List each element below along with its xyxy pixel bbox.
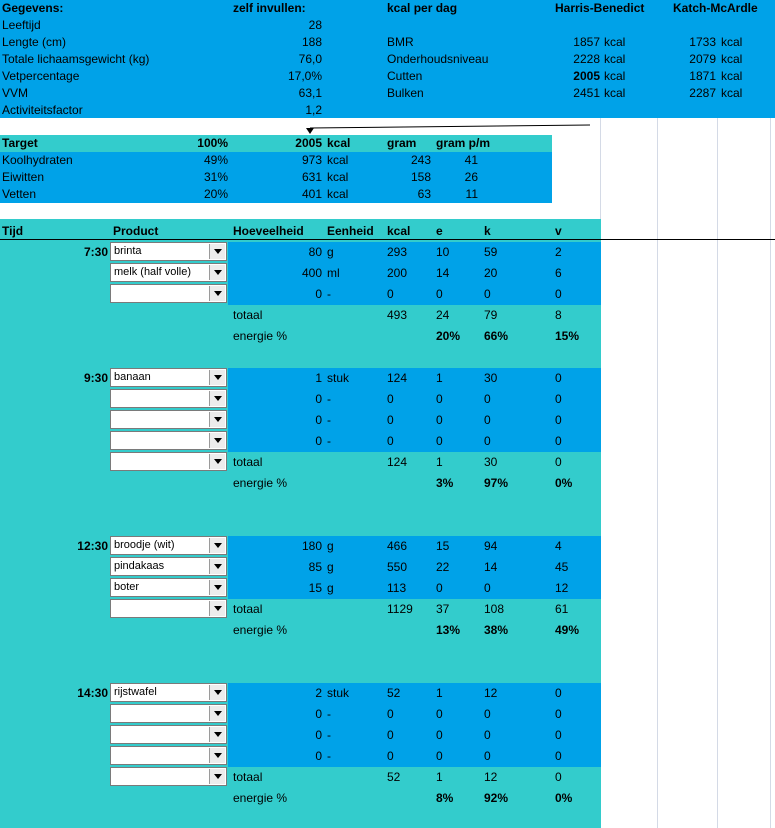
product-dropdown[interactable] <box>110 578 227 597</box>
gegevens-value: 63,1 <box>298 86 322 100</box>
item-v: 0 <box>555 413 562 427</box>
product-dropdown[interactable] <box>110 704 227 723</box>
item-qty: 0 <box>315 413 322 427</box>
target-marker-line <box>300 118 600 136</box>
product-dropdown[interactable] <box>110 767 227 786</box>
col-km-header: Katch-McArdle <box>673 1 758 15</box>
product-dropdown[interactable] <box>110 683 227 702</box>
totaal-v: 0 <box>555 770 562 784</box>
log-header-e: e <box>436 224 443 238</box>
target-row-label: Vetten <box>2 187 37 201</box>
item-e: 0 <box>436 392 443 406</box>
meal-time: 14:30 <box>77 686 108 700</box>
item-kcal: 0 <box>387 392 394 406</box>
target-gram-pm-header: gram p/m <box>436 136 491 150</box>
item-v: 0 <box>555 707 562 721</box>
hb-unit: kcal <box>604 35 626 49</box>
item-k: 14 <box>484 560 498 574</box>
product-dropdown-value: broodje (wit) <box>114 539 175 551</box>
target-row-kcal: 401 <box>301 187 322 201</box>
totaal-v: 0 <box>555 455 562 469</box>
item-kcal: 0 <box>387 287 394 301</box>
gegevens-value: 76,0 <box>298 52 322 66</box>
item-kcal: 466 <box>387 539 408 553</box>
item-v: 0 <box>555 287 562 301</box>
item-v: 0 <box>555 749 562 763</box>
item-e: 14 <box>436 266 450 280</box>
energie-v: 0% <box>555 476 573 490</box>
product-dropdown[interactable] <box>110 284 227 303</box>
chevron-down-icon[interactable] <box>209 433 225 448</box>
totaal-e: 37 <box>436 602 450 616</box>
log-header-k: k <box>484 224 491 238</box>
item-v: 45 <box>555 560 569 574</box>
item-qty: 0 <box>315 392 322 406</box>
item-unit: - <box>327 728 331 742</box>
log-header-tijd: Tijd <box>2 224 24 238</box>
target-gram-header: gram <box>387 136 417 150</box>
chevron-down-icon[interactable] <box>209 538 225 553</box>
item-k: 30 <box>484 371 498 385</box>
meal-time: 12:30 <box>77 539 108 553</box>
gegevens-title: Gegevens: <box>2 1 64 15</box>
product-dropdown[interactable] <box>110 263 227 282</box>
chevron-down-icon[interactable] <box>209 601 225 616</box>
product-dropdown[interactable] <box>110 431 227 450</box>
meal-time: 9:30 <box>83 371 108 385</box>
item-qty: 400 <box>301 266 322 280</box>
item-kcal: 0 <box>387 413 394 427</box>
product-dropdown[interactable] <box>110 452 227 471</box>
item-e: 0 <box>436 728 443 742</box>
km-value: 1733 <box>689 35 716 49</box>
item-kcal: 124 <box>387 371 408 385</box>
item-unit: g <box>327 539 334 553</box>
item-v: 0 <box>555 686 562 700</box>
item-unit: - <box>327 392 331 406</box>
product-dropdown-value: boter <box>114 581 140 593</box>
product-dropdown[interactable] <box>110 557 227 576</box>
gegevens-label: Activiteitsfactor <box>2 103 83 117</box>
chevron-down-icon[interactable] <box>209 727 225 742</box>
item-k: 0 <box>484 707 491 721</box>
target-row-gram: 243 <box>410 153 431 167</box>
chevron-down-icon[interactable] <box>209 412 225 427</box>
target-kcal: 2005 <box>295 136 322 150</box>
item-unit: - <box>327 707 331 721</box>
product-dropdown-value: brinta <box>114 245 142 257</box>
item-v: 12 <box>555 581 569 595</box>
product-dropdown[interactable] <box>110 746 227 765</box>
km-unit: kcal <box>721 35 743 49</box>
hb-value: 2005 <box>573 69 600 83</box>
item-kcal: 200 <box>387 266 408 280</box>
energie-e: 20% <box>436 329 461 343</box>
target-label: Target <box>2 136 38 150</box>
item-unit: - <box>327 287 331 301</box>
gegevens-value: 1,2 <box>305 103 322 117</box>
item-qty: 0 <box>315 707 322 721</box>
item-k: 0 <box>484 728 491 742</box>
item-k: 20 <box>484 266 498 280</box>
target-row-gpm: 41 <box>464 153 478 167</box>
col-invullen-header: zelf invullen: <box>233 1 306 15</box>
target-row-gram: 63 <box>417 187 431 201</box>
gegevens-calc-label: Cutten <box>387 69 423 83</box>
hb-value <box>560 102 600 119</box>
item-k: 94 <box>484 539 498 553</box>
gegevens-calc-label: Onderhoudsniveau <box>387 52 489 66</box>
km-unit: kcal <box>721 86 743 100</box>
col-kcal-header: kcal per dag <box>387 1 458 15</box>
item-qty: 2 <box>315 686 322 700</box>
item-k: 0 <box>484 434 491 448</box>
energie-k: 97% <box>484 476 509 490</box>
target-row-unit: kcal <box>327 187 349 201</box>
totaal-label: totaal <box>233 455 263 469</box>
energie-label: energie % <box>233 476 288 490</box>
chevron-down-icon[interactable] <box>209 286 225 301</box>
gegevens-value: 28 <box>308 18 322 32</box>
hb-value: 1857 <box>573 35 600 49</box>
item-e: 10 <box>436 245 450 259</box>
item-v: 0 <box>555 728 562 742</box>
item-unit: g <box>327 245 334 259</box>
item-k: 0 <box>484 749 491 763</box>
target-row-unit: kcal <box>327 170 349 184</box>
item-kcal: 0 <box>387 728 394 742</box>
gegevens-value: 188 <box>301 35 322 49</box>
gegevens-label: Leeftijd <box>2 18 41 32</box>
log-header-eenheid: Eenheid <box>327 224 374 238</box>
totaal-k: 12 <box>484 770 498 784</box>
chevron-down-icon[interactable] <box>209 559 225 574</box>
totaal-label: totaal <box>233 770 263 784</box>
target-row-label: Koolhydraten <box>2 153 73 167</box>
totaal-v: 8 <box>555 308 562 322</box>
item-e: 1 <box>436 371 443 385</box>
item-k: 0 <box>484 287 491 301</box>
gegevens-label: Vetpercentage <box>2 69 80 83</box>
item-e: 0 <box>436 287 443 301</box>
product-dropdown[interactable] <box>110 536 227 555</box>
item-kcal: 293 <box>387 245 408 259</box>
item-k: 12 <box>484 686 498 700</box>
km-value: 1871 <box>689 69 716 83</box>
gegevens-label: Totale lichaamsgewicht (kg) <box>2 52 150 66</box>
item-e: 0 <box>436 707 443 721</box>
item-v: 6 <box>555 266 562 280</box>
energie-e: 8% <box>436 791 454 805</box>
totaal-k: 108 <box>484 602 505 616</box>
item-unit: ml <box>327 266 340 280</box>
gegevens-calc-label: Bulken <box>387 86 424 100</box>
chevron-down-icon[interactable] <box>209 769 225 784</box>
item-k: 0 <box>484 392 491 406</box>
item-e: 0 <box>436 581 443 595</box>
energie-v: 0% <box>555 791 573 805</box>
item-qty: 0 <box>315 287 322 301</box>
energie-v: 15% <box>555 329 580 343</box>
item-k: 0 <box>484 413 491 427</box>
product-dropdown-value: rijstwafel <box>114 686 157 698</box>
chevron-down-icon[interactable] <box>209 454 225 469</box>
totaal-e: 1 <box>436 455 443 469</box>
item-unit: g <box>327 560 334 574</box>
energie-k: 66% <box>484 329 509 343</box>
energie-e: 3% <box>436 476 454 490</box>
item-kcal: 52 <box>387 686 401 700</box>
energie-label: energie % <box>233 329 288 343</box>
item-kcal: 550 <box>387 560 408 574</box>
product-dropdown[interactable] <box>110 410 227 429</box>
target-row-kcal: 631 <box>301 170 322 184</box>
totaal-e: 24 <box>436 308 450 322</box>
meal-time: 7:30 <box>83 245 108 259</box>
target-kcal-unit: kcal <box>327 136 351 150</box>
chevron-down-icon[interactable] <box>209 265 225 280</box>
item-unit: g <box>327 581 334 595</box>
product-dropdown-value: pindakaas <box>114 560 165 572</box>
target-row-pct: 49% <box>203 153 228 167</box>
totaal-kcal: 52 <box>387 770 401 784</box>
item-qty: 1 <box>315 371 322 385</box>
item-v: 2 <box>555 245 562 259</box>
item-unit: - <box>327 749 331 763</box>
chevron-down-icon[interactable] <box>209 370 225 385</box>
item-unit: stuk <box>327 686 350 700</box>
gegevens-label: Lengte (cm) <box>2 35 67 49</box>
totaal-label: totaal <box>233 602 263 616</box>
item-unit: - <box>327 434 331 448</box>
chevron-down-icon[interactable] <box>209 391 225 406</box>
target-row-pct: 31% <box>203 170 228 184</box>
target-row-gpm: 26 <box>464 170 478 184</box>
item-qty: 80 <box>308 245 322 259</box>
target-row-kcal: 973 <box>301 153 322 167</box>
item-e: 15 <box>436 539 450 553</box>
product-dropdown[interactable] <box>110 242 227 261</box>
hb-value: 2451 <box>573 86 600 100</box>
col-hb-header: Harris-Benedict <box>555 1 645 15</box>
target-row-gram: 158 <box>410 170 431 184</box>
hb-value <box>560 17 600 34</box>
chevron-down-icon[interactable] <box>209 748 225 763</box>
energie-e: 13% <box>436 623 461 637</box>
item-v: 4 <box>555 539 562 553</box>
km-value <box>680 17 716 34</box>
item-kcal: 0 <box>387 749 394 763</box>
item-qty: 0 <box>315 728 322 742</box>
product-dropdown[interactable] <box>110 725 227 744</box>
km-unit: kcal <box>721 69 743 83</box>
totaal-label: totaal <box>233 308 263 322</box>
target-row-pct: 20% <box>203 187 228 201</box>
item-qty: 0 <box>315 749 322 763</box>
km-value: 2079 <box>689 52 716 66</box>
item-unit: - <box>327 413 331 427</box>
log-header-kcal: kcal <box>387 224 411 238</box>
totaal-e: 1 <box>436 770 443 784</box>
energie-v: 49% <box>555 623 580 637</box>
item-qty: 0 <box>315 434 322 448</box>
gegevens-calc-label: BMR <box>387 35 414 49</box>
product-dropdown-value: melk (half volle) <box>114 266 192 278</box>
product-dropdown-value: banaan <box>114 371 151 383</box>
energie-label: energie % <box>233 623 288 637</box>
totaal-kcal: 1129 <box>387 602 413 616</box>
energie-k: 92% <box>484 791 509 805</box>
km-unit: kcal <box>721 52 743 66</box>
item-v: 0 <box>555 434 562 448</box>
target-row-gpm: 11 <box>465 187 478 201</box>
km-value <box>680 102 716 119</box>
totaal-v: 61 <box>555 602 569 616</box>
item-e: 1 <box>436 686 443 700</box>
item-e: 0 <box>436 413 443 427</box>
totaal-k: 79 <box>484 308 498 322</box>
gegevens-label: VVM <box>2 86 29 100</box>
item-v: 0 <box>555 392 562 406</box>
chevron-down-icon[interactable] <box>209 706 225 721</box>
item-qty: 15 <box>308 581 322 595</box>
item-e: 22 <box>436 560 450 574</box>
energie-k: 38% <box>484 623 509 637</box>
chevron-down-icon[interactable] <box>209 685 225 700</box>
totaal-k: 30 <box>484 455 498 469</box>
hb-unit: kcal <box>604 86 626 100</box>
item-v: 0 <box>555 371 562 385</box>
item-qty: 180 <box>301 539 322 553</box>
item-k: 0 <box>484 581 491 595</box>
item-unit: stuk <box>327 371 350 385</box>
product-dropdown[interactable] <box>110 389 227 408</box>
log-header-hoeveelheid: Hoeveelheid <box>233 224 304 238</box>
item-e: 0 <box>436 749 443 763</box>
log-header-v: v <box>555 224 562 238</box>
chevron-down-icon[interactable] <box>209 244 225 259</box>
hb-value: 2228 <box>573 52 600 66</box>
item-qty: 85 <box>308 560 322 574</box>
item-kcal: 0 <box>387 434 394 448</box>
item-k: 59 <box>484 245 498 259</box>
chevron-down-icon[interactable] <box>209 580 225 595</box>
item-e: 0 <box>436 434 443 448</box>
product-dropdown[interactable] <box>110 599 227 618</box>
gegevens-value: 17,0% <box>287 69 322 83</box>
target-pct: 100% <box>197 136 228 150</box>
log-header-product: Product <box>113 224 159 238</box>
product-dropdown[interactable] <box>110 368 227 387</box>
hb-unit: kcal <box>604 69 626 83</box>
target-row-unit: kcal <box>327 153 349 167</box>
hb-unit: kcal <box>604 52 626 66</box>
item-kcal: 0 <box>387 707 394 721</box>
energie-label: energie % <box>233 791 288 805</box>
target-row-label: Eiwitten <box>2 170 45 184</box>
totaal-kcal: 493 <box>387 308 408 322</box>
km-value: 2287 <box>689 86 716 100</box>
item-kcal: 113 <box>387 581 407 595</box>
totaal-kcal: 124 <box>387 455 408 469</box>
